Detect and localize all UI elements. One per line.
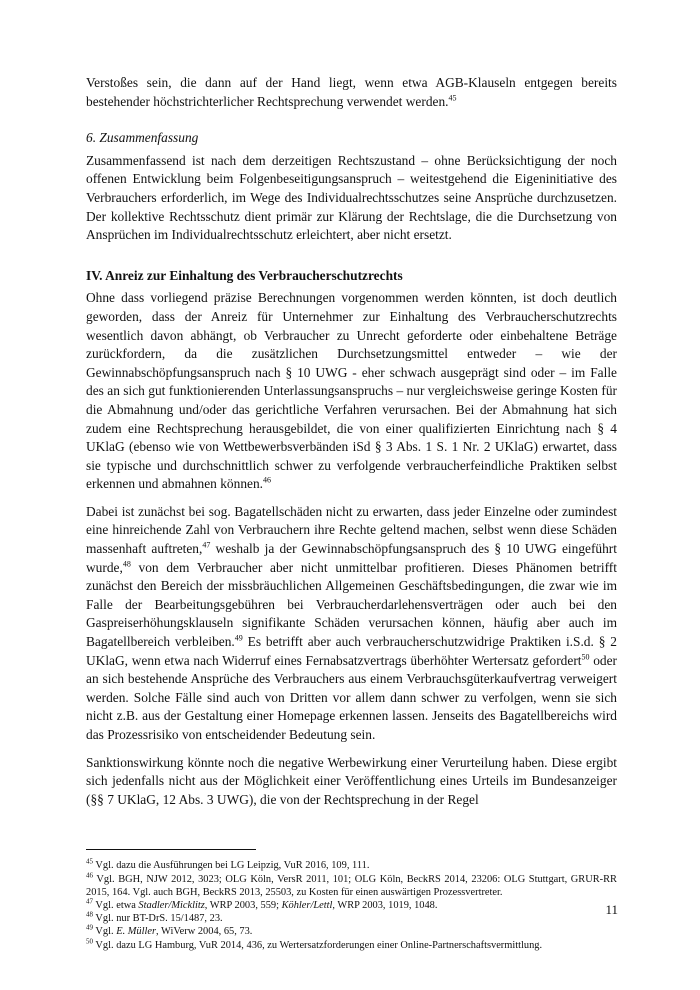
paragraph-sanktionswirkung: Sanktionswirkung könnte noch die negative Werbewirkung einer Verurteilung haben. Diese ergibt sich jedenfalls nicht aus der Möglichkeit einer Veröffentlichung eines Urteils im Bundesanzeiger (§§ 7 UKlaG, 12 Abs. 3 UWG), die von der Rechtsprechung in der Regel (86, 754, 617, 807)
page-number: 11 (605, 902, 618, 917)
paragraph-continuation: Verstoßes sein, die dann auf der Hand liegt, wenn etwa AGB-Klauseln entgegen bereits bestehender höchstrichterlicher Rechtsprechung verwendet werden.$^{45}$ (86, 75, 617, 109)
footnote-ref-45[interactable]: 45 (448, 93, 457, 103)
footnote-50: $^{50}$ Vgl. dazu LG Hamburg, VuR 2014, 436, zu Wertersatzforderungen einer Online-Partnerschaftsvermittlung. (86, 937, 543, 951)
section-heading-zusammenfassung: 6. Zusammenfassung (86, 130, 199, 146)
footnotes (86, 859, 617, 951)
paragraph-anreiz: Ohne dass vorliegend präzise Berechnungen vorgenommen werden könnten, ist doch deutlich geworden, dass der Anreiz für Unternehmer zur Einhaltung des Verbraucherschutzrechts wesentlich davon abhängt, ob Verbraucher zu Unrecht geforderte oder einbehaltene Beträge zurückfordern, da die zusätzlichen Durchsetzungsmittel entweder – wie der Gewinnabschöpfungsanspruch nach § 10 UWG - eher schwach ausgeprägt sind oder – im Falle des an sich gut funktionierenden Unterlassungsanspruchs – nur vergleichsweise geringe Kosten für die Abmahnung und/oder das gerichtliche Verfahren verursachen. Bei der Abmahnung hat sich zudem eine Rechtsprechung herausgebildet, die von einer qualifizierten Einrichtung nach § 4 UKlaG (ebenso wie von Wettbewerbsverbänden iSd § 3 Abs. 1 S. 1 Nr. 2 UKlaG) erwartet, dass sie typische und durchschnittlich schwer zu verfolgende verbraucherfeindliche Praktiken selbst erkennen und abmahnen können.$^{46}$ (86, 290, 617, 492)
footnote-47: $^{47}$ Vgl. etwa Stadler/Micklitz, WRP 2003, 559; Köhler/Lettl, WRP 2003, 1019, 1048. (86, 897, 438, 911)
document-page (86, 74, 617, 952)
footnote-46: $^{46}$ Vgl. BGH, NJW 2012, 3023; OLG Köln, VersR 2011, 101; OLG Köln, BeckRS 2014, 23206: OLG Stuttgart, GRUR-RR 2015, 164. Vgl. auch BGH, BeckRS 2013, 25503, zu Kosten für einen auswärtigen Prozessvertreter. (86, 871, 617, 898)
section-heading-anreiz: IV. Anreiz zur Einhaltung des Verbraucherschutzrechts (86, 267, 403, 283)
footnote-ref-48[interactable]: 48 (122, 559, 131, 569)
footnote-ref-46[interactable]: 46 (263, 475, 271, 485)
footnote-ref-47[interactable]: 47 (202, 540, 211, 550)
footnote-45: $^{45}$ Vgl. dazu die Ausführungen bei LG Leipzig, VuR 2016, 109, 111. (86, 857, 370, 872)
footnote-ref-50[interactable]: 50 (581, 652, 590, 662)
footnote-separator (86, 849, 256, 850)
footnote-48: $^{48}$ Vgl. nur BT-DrS. 15/1487, 23. (86, 910, 223, 925)
paragraph-zusammenfassung: Zusammenfassend ist nach dem derzeitigen Rechtszustand – ohne Berücksichtigung der noch offenen Entwicklung beim Folgenbeseitigungsanspruch – weitestgehend die Eigeninitiative des Verbrauchers erforderlich, im Wege des Individualrechtsschutzes seine Ansprüche durchzusetzen. Der kollektive Rechtsschutz dient primär zur Klärung der Rechtslage, die die Durchsetzung von Ansprüchen im Individualrechtsschutz erleichtert, aber nicht ersetzt. (86, 152, 617, 243)
footnote-49: $^{49}$ Vgl. E. Müller, WiVerw 2004, 65, 73. (86, 923, 253, 938)
paragraph-bagatellschaeden: Dabei ist zunächst bei sog. Bagatellschäden nicht zu erwarten, dass jeder Einzelne oder zumindest eine hinreichende Zahl von Verbrauchern ihre Rechte geltend machen, selbst wenn diese Schäden massenhaft auftreten,$^{47}$ weshalb ja der Gewinnabschöpfungsanspruch des § 10 UWG eingeführt wurde,$^{48}$ von dem Verbraucher aber nicht unmittelbar profitieren. Dieses Phänomen betrifft zunächst den Bereich der missbräuchlichen Allgemeinen Geschäftsbedingungen, die zwar wie im Falle der Bearbeitungsgebühren bei Verbraucherdarlehensverträgen oder auch bei den Gaspreiserhöhungsklauseln signifikante Schäden verursachen können, häufig aber auch im Bagatellbereich verbleiben.$^{49}$ Es betrifft aber auch verbraucherschutzwidrige Praktiken i.S.d. § 2 UKlaG, wenn etwa nach Widerruf eines Fernabsatzvertrags überhöhter Wertersatz gefordert$^{50}$ oder an sich bestehende Ansprüche des Verbrauchers aus einem Verbrauchsgüterkaufvertrag verweigert werden. Solche Fälle sind auch von Dritten vor allem dann schwer zu verfolgen, wenn sie sich nicht z.B. aus der Gestaltung einer Homepage erkennen lassen. Jenseits des Bagatellbereichs wird das Prozessrisiko von entscheidender Bedeutung sein. (86, 503, 617, 742)
footnote-ref-49[interactable]: 49 (234, 633, 243, 643)
